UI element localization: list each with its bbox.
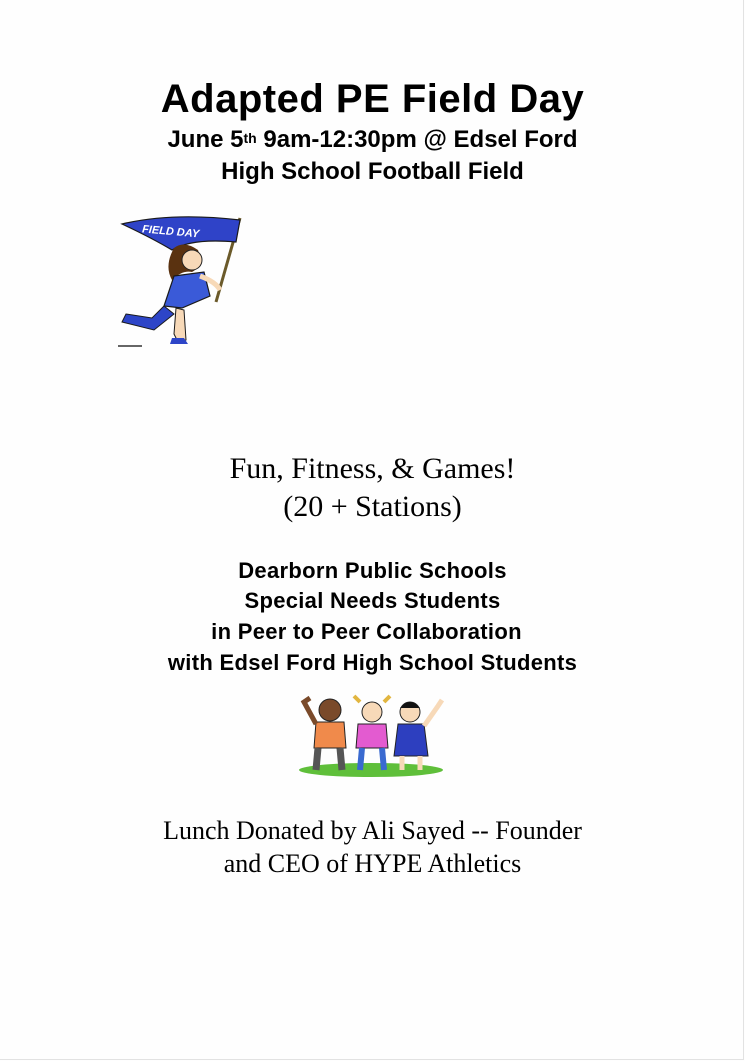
tagline-fun: Fun, Fitness, & Games!: [229, 452, 516, 485]
tagline-stations: (20 + Stations): [283, 490, 462, 523]
kid2-shirt: [356, 724, 388, 748]
collab-line-3: in Peer to Peer Collaboration: [211, 619, 522, 644]
lunch-donation-line-2: and CEO of HYPE Athletics: [223, 849, 522, 878]
kids-holding-hands-image: [296, 690, 446, 780]
collab-line-1: Dearborn Public Schools: [238, 558, 507, 583]
date-time-line: [0, 125, 745, 155]
flyer-title: Adapted PE Field Day: [160, 77, 585, 121]
kid2-head: [362, 702, 382, 722]
collab-line-4: with Edsel Ford High School Students: [167, 650, 578, 675]
kid2-pigtails: [354, 696, 390, 702]
kid3-dress: [394, 724, 428, 756]
collab-line-2: Special Needs Students: [244, 588, 501, 613]
kid1-shirt: [314, 722, 346, 748]
time-location-text: 9am-12:30pm @ Edsel Ford: [256, 126, 578, 153]
runner-front-leg: [174, 308, 186, 342]
flag-text: FIELD DAY: [141, 223, 200, 241]
date-prefix: June 5: [167, 126, 244, 153]
lunch-donation-line-1: Lunch Donated by Ali Sayed -- Founder: [163, 816, 582, 845]
location-line: High School Football Field: [221, 158, 524, 185]
runner-back-leg: [122, 306, 174, 330]
date-ordinal-suffix: th: [243, 130, 257, 146]
kid3-hair: [400, 702, 420, 708]
kid1-head: [319, 699, 341, 721]
runner-face: [182, 250, 202, 270]
field-day-runner-image: [112, 210, 252, 350]
kid3-arm-raised: [424, 700, 442, 726]
kid1-arm-raised: [304, 698, 316, 724]
